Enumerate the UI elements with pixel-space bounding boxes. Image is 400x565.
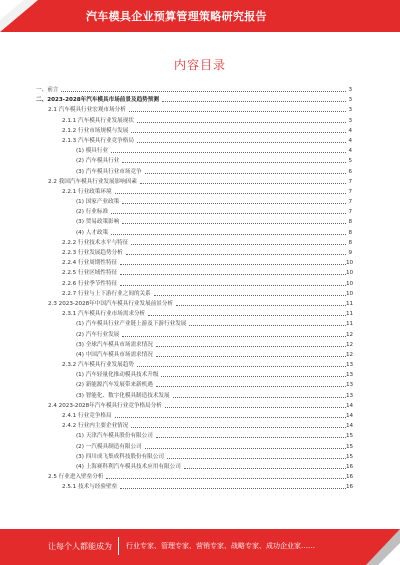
toc-leader-dots (115, 193, 346, 194)
toc-entry-page: 14 (346, 402, 354, 409)
toc-entry[interactable] (36, 268, 352, 278)
toc-leader-dots (106, 478, 346, 479)
toc-entry-page: 16 (346, 463, 354, 470)
toc-entry[interactable] (36, 279, 352, 289)
toc-leader-dots (120, 264, 346, 265)
toc-entry[interactable] (36, 330, 352, 340)
toc-entry[interactable] (36, 421, 352, 431)
toc-entry[interactable] (36, 116, 352, 126)
toc-entry-text: (1) 模具行业 (76, 146, 109, 156)
toc-leader-dots (131, 427, 346, 428)
toc-entry[interactable] (36, 370, 352, 380)
toc-leader-dots (156, 386, 346, 387)
toc-leader-dots (131, 132, 346, 133)
toc-entry-page: 3 (348, 107, 352, 114)
toc-entry-text: (2) 汽车模具行业 (76, 156, 120, 166)
report-title: 汽车模具企业预算管理策略研究报告 (86, 10, 267, 23)
toc-entry[interactable] (36, 85, 352, 95)
toc-entry-text: (3) 贸易政策影响 (76, 217, 120, 227)
toc-entry-text: (1) 国家产业政策 (76, 197, 120, 207)
toc-entry[interactable] (36, 442, 352, 452)
toc-leader-dots (140, 183, 346, 184)
toc-entry-text: (4) 中国汽车模具市场需求情况 (76, 350, 154, 360)
toc-leader-dots (137, 142, 346, 143)
toc-entry[interactable] (36, 452, 352, 462)
toc-entry-text: (1) 汽车模具行业产业链上游及下游行业发展 (76, 319, 187, 329)
toc-entry-page: 13 (346, 382, 354, 389)
toc-entry[interactable] (36, 319, 352, 329)
toc-entry[interactable] (36, 431, 352, 441)
toc-entry-text: (1) 天津汽车模具股份有限公司 (76, 431, 154, 441)
toc-entry[interactable] (36, 299, 352, 309)
toc-entry[interactable] (36, 380, 352, 390)
toc-entry-text: 2.4.1 行业竞争格局 (62, 411, 113, 421)
toc-entry[interactable] (36, 126, 352, 136)
toc-heading: 内容目录 (173, 58, 226, 72)
toc-entry-page: 8 (348, 239, 352, 246)
toc-entry[interactable] (36, 258, 352, 268)
toc-entry[interactable] (36, 309, 352, 319)
toc-entry-text: 2.5.1 技术与经验壁垒 (62, 482, 118, 492)
toc-entry[interactable] (36, 340, 352, 350)
toc-leader-dots (145, 173, 346, 174)
toc-entry[interactable] (36, 217, 352, 227)
toc-leader-dots (156, 356, 346, 357)
footer-tagline: 行业专家、管理专家、营销专家、战略专家、成功企业家…… (126, 542, 315, 550)
toc-entry-page: 13 (346, 392, 354, 399)
toc-entry-page: 10 (346, 290, 354, 297)
toc-entry-page: 14 (346, 423, 354, 430)
toc-leader-dots (122, 223, 346, 224)
toc-leader-dots (120, 488, 346, 489)
toc-entry[interactable] (36, 472, 352, 482)
toc-entry-text: 2.4 2023-2028年汽车模具行业竞争格局分析 (48, 401, 163, 411)
toc-entry[interactable] (36, 105, 352, 115)
toc-entry-page: 4 (348, 148, 352, 155)
toc-leader-dots (137, 366, 346, 367)
toc-entry[interactable] (36, 228, 352, 238)
toc-entry-text: 2.2.6 行业季节性特征 (62, 279, 118, 289)
toc-entry-page: 7 (348, 209, 352, 216)
toc-leader-dots (111, 234, 346, 235)
toc-leader-dots (176, 305, 346, 306)
toc-leader-dots (120, 274, 346, 275)
toc-entry-page: 15 (346, 433, 354, 440)
toc-leader-dots (131, 244, 346, 245)
toc-leader-dots (126, 254, 346, 255)
toc-entry-page: 8 (348, 229, 352, 236)
toc-entry-text: (3) 智能化、数字化模具制造技术发展 (76, 391, 171, 401)
toc-entry-page: 10 (346, 280, 354, 287)
toc-entry-text: 2.2.5 行业区域性特征 (62, 268, 118, 278)
toc-entry-text: 2.1.2 行业市场规模与发展 (62, 126, 129, 136)
toc-entry-text: 2.2.4 行业周期性特征 (62, 258, 118, 268)
toc-entry[interactable] (36, 207, 352, 217)
toc-entry-page: 10 (346, 260, 354, 267)
toc-entry[interactable] (36, 401, 352, 411)
toc-entry[interactable] (36, 462, 352, 472)
toc-entry[interactable] (36, 360, 352, 370)
toc-entry-text: 2.2.7 行业与上下游行业之间的关系 (62, 289, 152, 299)
toc-entry[interactable] (36, 238, 352, 248)
toc-entry-page: 16 (346, 474, 354, 481)
toc-leader-dots (137, 122, 346, 123)
toc-entry-text: (2) 新能源汽车发展带来新机遇 (76, 380, 154, 390)
toc-leader-dots (115, 417, 346, 418)
toc-entry-text: (2) 行业标准 (76, 207, 109, 217)
toc-entry-text: 一、前言 (36, 85, 59, 95)
toc-entry-page: 16 (346, 484, 354, 491)
toc-entry[interactable] (36, 197, 352, 207)
toc-leader-dots (122, 336, 346, 337)
toc-entry-text: (3) 全球汽车模具市场需求情况 (76, 340, 154, 350)
toc-entry-text: 2.1.3 汽车模具行业竞争格局 (62, 136, 135, 146)
toc-leader-dots (189, 325, 346, 326)
toc-entry-page: 12 (346, 351, 354, 358)
toc-leader-dots (167, 458, 346, 459)
toc-entry[interactable] (36, 248, 352, 258)
toc-entry-page: 5 (348, 158, 352, 165)
footer-corner-decoration-inner (378, 543, 400, 565)
toc-entry-page: 4 (348, 127, 352, 134)
toc-leader-dots (173, 397, 346, 398)
toc-leader-dots (145, 448, 346, 449)
toc-entry-text: 2.3 2023-2028年中国汽车模具行业发展前景分析 (48, 299, 174, 309)
toc-entry-text: 2.1.1 汽车模具行业发展现状 (62, 116, 135, 126)
toc-entry-page: 7 (348, 199, 352, 206)
toc-entry-text: (3) 四川成飞集成科技股份有限公司 (76, 452, 165, 462)
toc-entry-page: 7 (348, 178, 352, 185)
toc-entry-text: (4) 人才政策 (76, 228, 109, 238)
toc-entry-page: 15 (346, 443, 354, 450)
toc-leader-dots (161, 376, 346, 377)
toc-leader-dots (111, 213, 346, 214)
toc-entry-text: 2.3.1 汽车模具行业市场需求分析 (62, 309, 146, 319)
toc-entry[interactable] (36, 289, 352, 299)
toc-entry-text: (1) 汽车轻量化推动模具技术升级 (76, 370, 159, 380)
toc-leader-dots (148, 315, 346, 316)
table-of-contents (36, 85, 352, 493)
toc-leader-dots (61, 91, 346, 92)
footer-banner (0, 529, 400, 565)
toc-leader-dots (129, 111, 346, 112)
toc-entry-text: 2.3.2 汽车模具行业发展趋势 (62, 360, 135, 370)
toc-entry-text: 2.2 我国汽车模具行业发展影响因素 (48, 177, 138, 187)
toc-entry-page: 11 (346, 311, 354, 318)
toc-entry-page: 12 (346, 341, 354, 348)
toc-entry-page: 11 (346, 321, 354, 328)
toc-entry[interactable] (36, 482, 352, 492)
toc-entry-page: 11 (346, 300, 354, 307)
toc-leader-dots (156, 346, 346, 347)
toc-leader-dots (165, 407, 346, 408)
toc-entry-page: 9 (348, 250, 352, 256)
toc-leader-dots (122, 203, 346, 204)
toc-entry-text: (4) 上海赛科利汽车模具技术应用有限公司 (76, 462, 182, 472)
toc-entry[interactable] (36, 350, 352, 360)
toc-entry-page: 6 (348, 168, 352, 175)
toc-entry[interactable] (36, 391, 352, 401)
toc-leader-dots (156, 437, 346, 438)
toc-entry-page: 14 (346, 413, 354, 419)
toc-entry[interactable] (36, 177, 352, 187)
toc-entry[interactable] (36, 167, 352, 177)
toc-leader-dots (120, 285, 346, 286)
toc-leader-dots (154, 295, 346, 296)
toc-entry-text: (3) 汽车模具行业市场竞争 (76, 167, 143, 177)
toc-entry-page: 12 (346, 331, 354, 338)
toc-entry-page: 13 (346, 372, 354, 379)
toc-leader-dots (184, 468, 346, 469)
header-banner (0, 0, 400, 32)
toc-entry[interactable] (36, 95, 352, 105)
toc-entry-text: 2.2.1 行业政策环境 (62, 187, 113, 197)
toc-entry-text: 2.2.3 行业发展趋势分析 (62, 248, 124, 258)
toc-entry-page: 10 (346, 270, 354, 277)
toc-entry-text: 二、2023-2028年汽车模具市场前景及趋势预测 (36, 95, 160, 105)
footer-divider (118, 537, 119, 555)
toc-entry-text: (2) 汽车行业发展 (76, 330, 120, 340)
header-corner-decoration-inner (0, 0, 24, 20)
toc-leader-dots (122, 162, 346, 163)
toc-entry-page: 7 (348, 188, 352, 195)
toc-entry[interactable] (36, 146, 352, 156)
toc-entry-page: 3 (348, 87, 352, 93)
footer-slogan: 让每个人都能成为 (48, 542, 112, 551)
toc-entry[interactable] (36, 136, 352, 146)
toc-entry-page: 8 (348, 219, 352, 226)
toc-entry[interactable] (36, 411, 352, 421)
toc-entry-page: 3 (348, 117, 352, 124)
toc-entry[interactable] (36, 187, 352, 197)
toc-entry-page: 15 (346, 453, 354, 460)
toc-leader-dots (111, 152, 346, 153)
toc-entry[interactable] (36, 156, 352, 166)
toc-entry-text: (2) 一汽模具制造有限公司 (76, 442, 143, 452)
toc-entry-page: 13 (346, 362, 354, 369)
toc-entry-text: 2.5 行业进入壁垒分析 (48, 472, 104, 482)
toc-leader-dots (162, 101, 346, 102)
toc-entry-text: 2.2.2 行业技术水平与特征 (62, 238, 129, 248)
toc-entry-text: 2.1 汽车模具行业宏观市场分析 (48, 105, 127, 115)
toc-entry-page: 3 (348, 97, 352, 104)
toc-entry-text: 2.4.2 行业内主要企业情况 (62, 421, 129, 431)
toc-entry-page: 4 (348, 137, 352, 144)
